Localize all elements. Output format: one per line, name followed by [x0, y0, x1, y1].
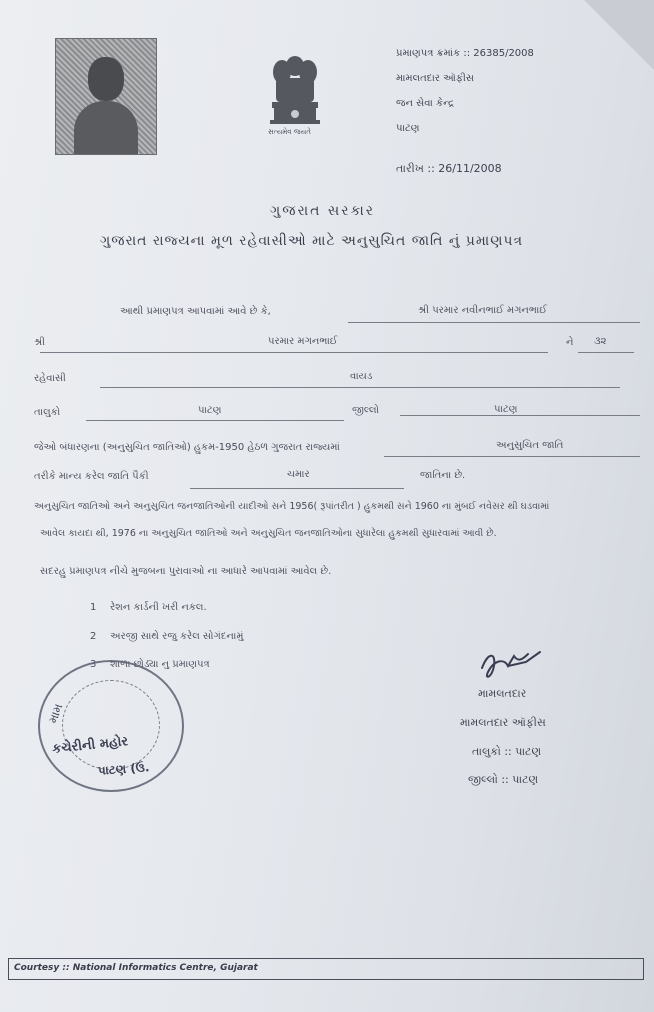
office-line-2: જન સેવા કેન્દ્ર — [396, 98, 455, 109]
office-line-3: પાટણ — [396, 123, 420, 134]
signatory-taluka: તાલુકો :: પાટણ — [472, 745, 542, 758]
district-label: જીલ્લો — [352, 405, 380, 416]
issue-date: તારીખ :: 26/11/2008 — [396, 162, 502, 175]
category-value: અનુસુચિત જાતિ — [496, 440, 564, 451]
government-title: ગુજરાત સરકાર — [270, 203, 375, 219]
evidence-intro: સદરહુ પ્રમાણપત્ર નીચે મુજબના પુરાવાઓ ના આધારે આપવામાં આવેલ છે. — [40, 566, 332, 577]
shri-label: શ્રી — [34, 337, 46, 348]
recognized-text: તરીકે માન્ય કરેલ જાતિ પૈકી — [34, 471, 149, 482]
taluka-label: તાલુકો — [34, 407, 61, 418]
age-value: ૩૨ — [594, 336, 607, 347]
office-line-1: મામલતદાર ઑફીસ — [396, 73, 474, 84]
signature-mark — [478, 648, 548, 684]
signatory-designation: મામલતદાર — [478, 687, 527, 700]
signatory-office: મામલતદાર ઑફીસ — [460, 716, 546, 729]
seal-text-main: કચેરીની મહોર — [51, 734, 129, 757]
legal-paragraph-line-1: અનુસુચિત જાતિઓ અને અનુસુચિત જનજાતિઓની યાદીઓ સને 1956( રૂપાંતરીત ) હુકમથી સને 1960 ના મુંબઈ નવેસર થી ઘડવામાં — [34, 501, 550, 512]
evidence-number: 1 — [90, 602, 97, 613]
evidence-item: શાળા છોડ્યા નુ પ્રમાણપત્ર — [110, 659, 210, 670]
evidence-number: 2 — [90, 631, 97, 642]
evidence-item: અરજી સાથે રજુ કરેલ સોગંદનામું — [110, 631, 244, 642]
footer-courtesy: Courtesy :: National Informatics Centre, Gujarat — [14, 963, 258, 973]
certificate-title: ગુજરાત રાજ્યના મૂળ રહેવાસીઓ માટે અનુસુચિત જાતિ નું પ્રમાણપત્ર — [100, 233, 524, 249]
emblem-caption: સત્યમેવ જયતે — [268, 128, 311, 136]
caste-suffix: જાતિના છે. — [420, 470, 466, 481]
father-name: પરમાર મગનભાઈ — [268, 336, 338, 347]
constitution-text: જેઓ બંધારણના (અનુસુચિત જાતિઓ) હુકમ-1950 હેઠળ ગુજરાત રાજ્યમાં — [34, 442, 340, 453]
holder-name: શ્રી પરમાર નવીનભાઈ મગનભાઈ — [418, 305, 548, 316]
evidence-number: 3 — [90, 659, 97, 670]
evidence-item: રેશન કાર્ડની ખરી નકલ. — [110, 602, 207, 613]
district-value: પાટણ — [494, 404, 518, 415]
seal-text-side: મામ — [45, 701, 66, 726]
legal-paragraph-line-2: આવેલ કાયદા થી, 1976 ના અનુસુચિત જાતિઓ અને અનુસુચિત જનજાતિઓના સુધારેલા હુકમથી સુધારવામાં આવી છે. — [40, 528, 497, 539]
state-emblem-icon — [262, 48, 328, 138]
residence-label: રહેવાસી — [34, 373, 66, 384]
taluka-value: પાટણ — [198, 405, 222, 416]
age-label: ને — [566, 337, 574, 348]
certificate-number: પ્રમાણપત્ર ક્રમાંક :: 26385/2008 — [396, 48, 534, 59]
residence-value: વાયડ — [350, 371, 373, 382]
seal-text-place: પાટણ (ઉ. — [97, 760, 150, 778]
signatory-district: જીલ્લો :: પાટણ — [468, 773, 539, 786]
caste-value: ચમાર — [287, 469, 310, 480]
folded-corner — [584, 0, 654, 70]
holder-photo — [55, 38, 157, 155]
intro-text: આથી પ્રમાણપત્ર આપવામાં આવે છે કે, — [120, 306, 271, 317]
